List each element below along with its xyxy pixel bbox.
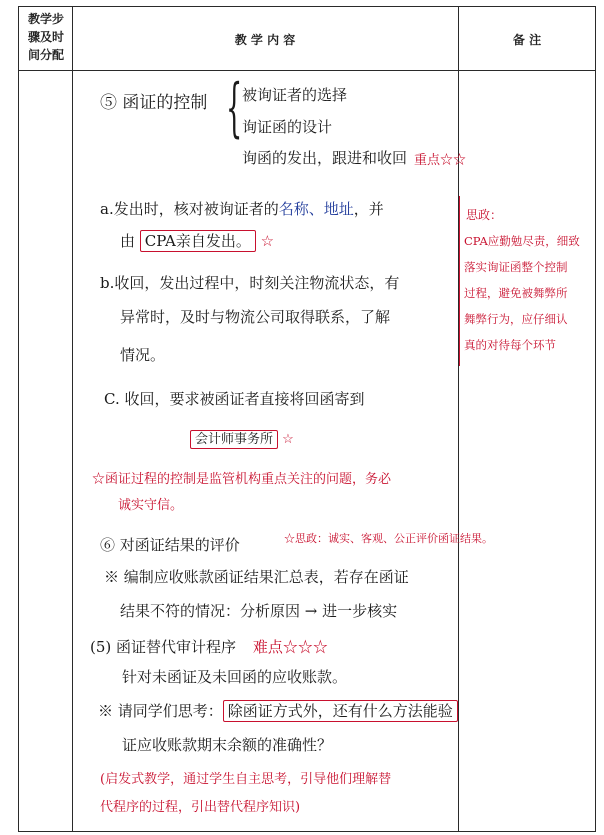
item-b-line-1: b.收回，发出过程中，时刻关注物流状态，有 xyxy=(100,274,400,292)
section-5-item: 被询证者的选择 xyxy=(242,86,348,104)
section-5-key-mark: 重点☆☆ xyxy=(414,153,467,168)
remarks-line: 舞弊行为，应仔细认 xyxy=(464,312,568,326)
think-question-line-2: 证应收账款期末余额的准确性？ xyxy=(122,736,333,754)
item-a-line-1 xyxy=(100,198,384,219)
header-col-remarks: 备 注 xyxy=(512,33,542,47)
teaching-note-line-2: 代程序的过程，引出替代程序知识) xyxy=(100,800,301,815)
item-c-boxed-text: 会计师事务所 xyxy=(190,430,278,449)
item-b-line-3: 情况。 xyxy=(120,346,166,364)
remarks-line: 真的对待每个环节 xyxy=(464,338,556,352)
item-b-line-2: 异常时，及时与物流公司取得联系，了解 xyxy=(120,308,391,326)
remarks-body xyxy=(464,228,580,358)
header-col-steps xyxy=(20,10,72,64)
section-6-line-2: 结果不符的情况：分析原因 → 进一步核实 xyxy=(120,602,398,620)
item-a-text: a.发出时，核对被询证者的 xyxy=(100,200,279,218)
header-col-steps-line: 骤及时 xyxy=(27,30,64,44)
think-question-line-1 xyxy=(98,700,458,721)
item-a-text: ，并 xyxy=(353,200,384,218)
header-col-steps-line: 间分配 xyxy=(27,48,64,62)
header-col-content: 教 学 内 容 xyxy=(234,33,296,47)
remarks-title: 思政： xyxy=(466,208,503,222)
section-6-ideology-note: ☆思政：诚实、客观、公正评价函证结果。 xyxy=(284,532,493,545)
alt-procedure-title: (5) 函证替代审计程序 xyxy=(90,638,237,656)
section-5-item: 询函的发出，跟进和收回 xyxy=(242,149,408,167)
item-a-text: 由 xyxy=(120,232,136,250)
item-c-line-1: C. 收回，要求被函证者直接将回函寄到 xyxy=(104,390,365,408)
item-a-highlight: 名称、地址 xyxy=(278,200,354,218)
remarks-line: 过程，避免被舞弊所 xyxy=(464,286,568,300)
section-6-title: ⑥ 对函证结果的评价 xyxy=(100,536,240,554)
alt-procedure-title-row xyxy=(90,636,328,657)
item-a-line-2 xyxy=(120,230,274,251)
think-question-prefix: ※ 请同学们思考： xyxy=(98,702,223,720)
item-a-boxed-text: CPA亲自发出。 xyxy=(140,230,256,252)
remarks-red-bracket xyxy=(459,196,463,366)
column-divider-1 xyxy=(72,6,73,832)
section-5-title: ⑤ 函证的控制 xyxy=(100,93,208,113)
alt-procedure-difficulty-mark: 难点☆☆☆ xyxy=(252,638,328,656)
item-c-line-2 xyxy=(190,428,294,447)
header-divider xyxy=(18,70,596,71)
header-col-steps-line: 教学步 xyxy=(27,12,64,26)
think-question-boxed-text: 除函证方式外，还有什么方法能验 xyxy=(223,700,458,722)
section-6-line-1: ※ 编制应收账款函证结果汇总表，若存在函证 xyxy=(104,568,409,586)
alt-procedure-scope: 针对未函证及未回函的应收账款。 xyxy=(122,668,348,686)
teaching-note-line-1: (启发式教学，通过学生自主思考，引导他们理解替 xyxy=(100,772,392,787)
red-note-line-2: 诚实守信。 xyxy=(118,498,184,513)
section-5-item: 询证函的设计 xyxy=(242,118,333,136)
red-note-line-1: ☆函证过程的控制是监管机构重点关注的问题，务必 xyxy=(92,472,392,487)
remarks-line: CPA应勤勉尽责，细致 xyxy=(464,234,580,248)
star-icon: ☆ xyxy=(260,232,275,250)
remarks-line: 落实询证函整个控制 xyxy=(464,260,568,274)
star-icon: ☆ xyxy=(282,432,294,447)
brace-symbol: { xyxy=(226,71,243,145)
column-divider-2 xyxy=(458,6,459,832)
